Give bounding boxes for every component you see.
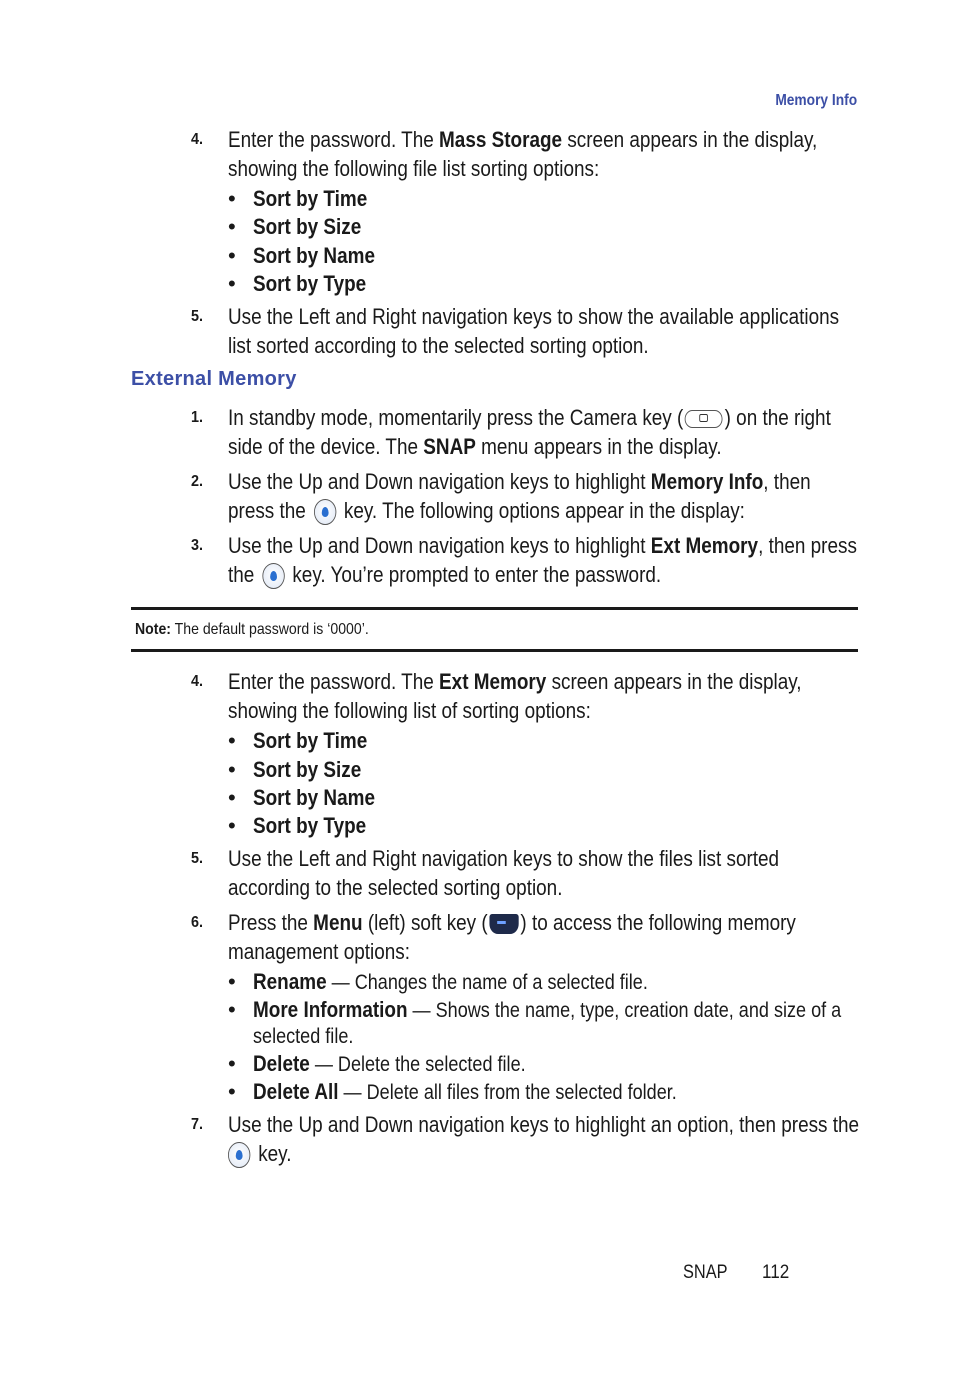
step-number: 5. — [191, 850, 204, 867]
sort-option: Sort by Name — [253, 785, 375, 810]
section-heading: External Memory — [131, 368, 297, 390]
bullet: • — [228, 1079, 236, 1104]
menu-option-continued: selected file. — [253, 1025, 354, 1048]
step-text: Enter the password. The Ext Memory screen appears in the display, — [228, 669, 802, 694]
step-text: management options: — [228, 939, 410, 964]
sort-option: Sort by Size — [253, 214, 362, 239]
bullet: • — [228, 271, 236, 296]
note-bottom-rule — [131, 649, 858, 652]
bullet: • — [228, 728, 236, 753]
ok-key-icon — [314, 499, 336, 525]
sort-option: Sort by Time — [253, 186, 368, 211]
sort-option: Sort by Size — [253, 757, 362, 782]
menu-option: Delete All — Delete all files from the selected folder. — [253, 1079, 677, 1104]
step-text: Use the Up and Down navigation keys to highlight an option, then press the — [228, 1112, 860, 1137]
step-text: In standby mode, momentarily press the Camera key ( ) on the right — [228, 405, 831, 430]
sort-option: Sort by Type — [253, 271, 367, 296]
bullet: • — [228, 813, 236, 838]
footer-section: SNAP — [683, 1262, 728, 1283]
step-text: Use the Up and Down navigation keys to highlight Ext Memory, then press — [228, 533, 857, 558]
camera-key-icon — [685, 410, 723, 428]
ok-key-icon — [228, 1142, 250, 1168]
step-text: the key. You’re prompted to enter the password. — [228, 560, 661, 589]
step-text: showing the following list of sorting options: — [228, 698, 591, 723]
ok-key-icon — [262, 563, 284, 589]
sort-option: Sort by Name — [253, 243, 375, 268]
step-number: 3. — [191, 537, 204, 554]
bullet: • — [228, 997, 236, 1022]
page-number: 112 — [762, 1262, 790, 1283]
left-soft-key-icon — [489, 914, 518, 934]
bullet: • — [228, 243, 236, 268]
running-head: Memory Info — [775, 92, 857, 109]
bullet: • — [228, 214, 236, 239]
bullet: • — [228, 757, 236, 782]
menu-option: Rename — Changes the name of a selected file. — [253, 969, 648, 994]
step-number: 7. — [191, 1116, 204, 1133]
step-number: 4. — [191, 673, 204, 690]
step-text: Use the Up and Down navigation keys to highlight Memory Info, then — [228, 469, 811, 494]
menu-option: Delete — Delete the selected file. — [253, 1051, 526, 1076]
bullet: • — [228, 1051, 236, 1076]
step-text: according to the selected sorting option. — [228, 875, 563, 900]
step-text: Use the Left and Right navigation keys to show the available applications — [228, 304, 840, 329]
note-top-rule — [131, 607, 858, 610]
step-text: Enter the password. The Mass Storage screen appears in the display, — [228, 127, 818, 152]
step-text: list sorted according to the selected sorting option. — [228, 333, 649, 358]
sort-option: Sort by Type — [253, 813, 367, 838]
bullet: • — [228, 186, 236, 211]
step-text: press the key. The following options appear in the display: — [228, 496, 745, 525]
step-number: 1. — [191, 409, 204, 426]
menu-option: More Information — Shows the name, type, creation date, and size of a — [253, 997, 842, 1022]
step-number: 4. — [191, 131, 204, 148]
step-text: Press the Menu (left) soft key ( ) to access the following memory — [228, 910, 796, 935]
step-number: 6. — [191, 914, 204, 931]
step-text: Use the Left and Right navigation keys to show the files list sorted — [228, 846, 780, 871]
note: Note: The default password is ‘0000’. — [135, 621, 369, 638]
step-number: 5. — [191, 308, 204, 325]
step-text: showing the following file list sorting options: — [228, 156, 600, 181]
bullet: • — [228, 785, 236, 810]
sort-option: Sort by Time — [253, 728, 368, 753]
bullet: • — [228, 969, 236, 994]
step-number: 2. — [191, 473, 204, 490]
step-text: side of the device. The SNAP menu appears in the display. — [228, 434, 722, 459]
step-text: key. — [228, 1139, 291, 1168]
